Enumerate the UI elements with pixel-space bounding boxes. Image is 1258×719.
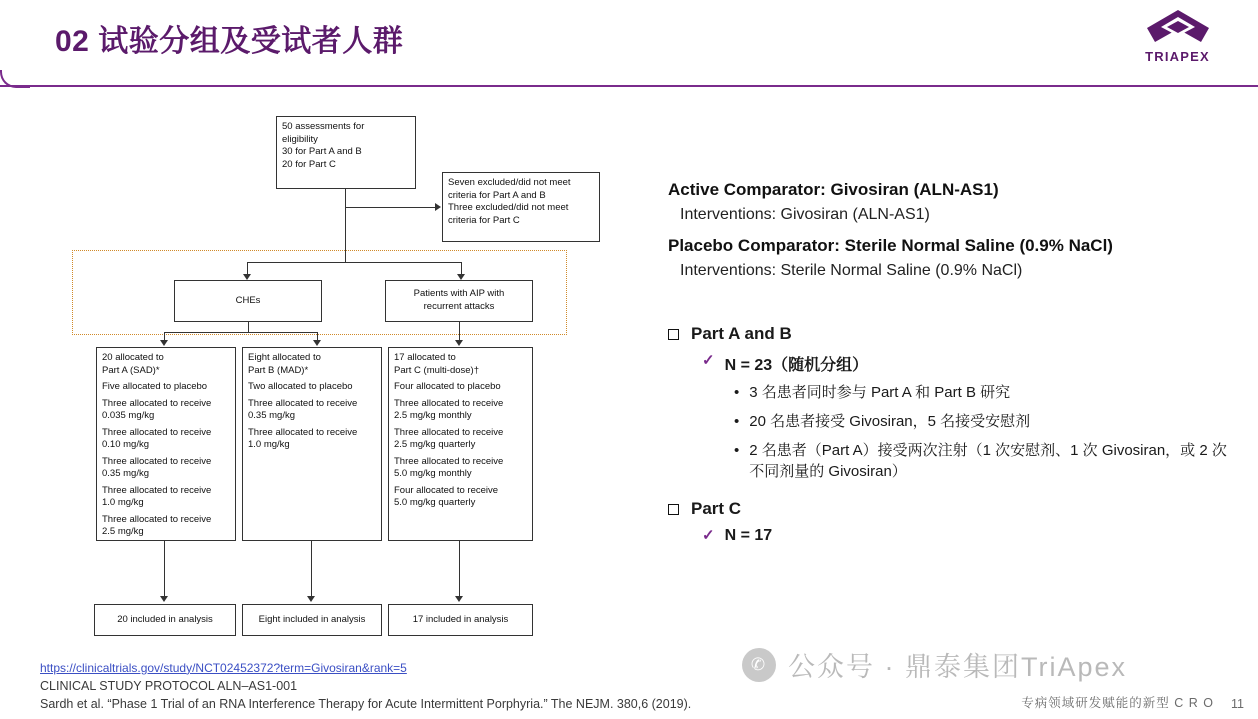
- clinicaltrials-link[interactable]: https://clinicaltrials.gov/study/NCT02452372?term=Givosiran&rank=5: [40, 660, 407, 675]
- node-line: Three allocated to receive: [394, 455, 504, 467]
- node-line: Three allocated to receive: [394, 397, 504, 409]
- node-line: 0.35 mg/kg: [248, 410, 295, 422]
- node-line: 0.035 mg/kg: [102, 410, 155, 422]
- node-line: Seven excluded/did not meet: [448, 177, 571, 188]
- node-line: Three allocated to receive: [394, 426, 504, 438]
- connector: [311, 541, 312, 598]
- study-arms-panel: [668, 180, 1238, 545]
- part-ab-n-label: N = 23（随机分组）: [724, 357, 869, 374]
- placebo-comparator-heading: Placebo Comparator: Sterile Normal Saline (0.9% NaCl): [668, 236, 1113, 255]
- node-line: 30 for Part A and B: [282, 146, 362, 158]
- node-line: Eight included in analysis: [258, 613, 366, 625]
- dot-bullet-icon: •: [734, 384, 740, 401]
- node-line: 50 assessments for: [282, 121, 365, 132]
- part-ab-bullet-text: 3 名患者同时参与 Part A 和 Part B 研究: [749, 384, 1011, 401]
- part-c-item: [668, 499, 1238, 519]
- connector: [459, 322, 460, 342]
- node-line: 0.10 mg/kg: [102, 439, 149, 451]
- node-line: 20 for Part C: [282, 158, 336, 170]
- node-line: 5.0 mg/kg quarterly: [394, 497, 476, 509]
- connector: [247, 262, 462, 263]
- node-line: Three allocated to receive: [248, 397, 358, 409]
- dot-bullet-icon: •: [734, 441, 740, 459]
- check-icon: ✓: [702, 352, 715, 369]
- node-ches: [174, 280, 322, 322]
- node-line: 5.0 mg/kg monthly: [394, 468, 472, 480]
- cro-tagline: 专病领域研发赋能的新型 C R O: [1021, 696, 1214, 710]
- watermark-text: 公众号 · 鼎泰集团TriApex: [788, 652, 1128, 682]
- node-aip: [385, 280, 533, 322]
- part-ab-item: [668, 324, 1238, 344]
- connector: [248, 322, 249, 332]
- page-number: 11: [1231, 697, 1244, 711]
- part-ab-label: Part A and B: [691, 324, 792, 343]
- part-ab-bullet: [734, 411, 1238, 433]
- citation: Sardh et al. “Phase 1 Trial of an RNA Interference Therapy for Acute Intermittent Porphyria.” The NEJM. 380,6 (2019).: [40, 696, 692, 711]
- node-part-b: [242, 347, 382, 541]
- part-ab-bullet: [734, 382, 1238, 404]
- placebo-comparator-intervention: Interventions: Sterile Normal Saline (0.9% NaCl): [680, 262, 1023, 279]
- node-line: Three allocated to receive: [102, 426, 212, 438]
- part-ab-bullet: [734, 440, 1238, 484]
- header-divider: [0, 85, 1258, 87]
- watermark: [742, 645, 1127, 684]
- node-line: Four allocated to receive: [394, 484, 499, 496]
- node-analysis-c: [388, 604, 533, 636]
- node-analysis-a: [94, 604, 236, 636]
- wechat-icon: ✆: [742, 648, 776, 682]
- part-c-n-item: [702, 527, 1238, 545]
- node-excluded: [442, 172, 600, 242]
- trial-flow-diagram: [40, 100, 640, 660]
- node-line: Two allocated to placebo: [248, 381, 353, 393]
- node-eligibility: [276, 116, 416, 189]
- node-line: Four allocated to placebo: [394, 381, 501, 393]
- node-line: eligibility: [282, 133, 318, 145]
- slide-header: [0, 0, 1258, 88]
- part-ab-n-item: [702, 352, 1238, 375]
- node-line: 20 allocated to: [102, 352, 164, 363]
- protocol-id: CLINICAL STUDY PROTOCOL ALN–AS1-001: [40, 678, 298, 693]
- node-line: 2.5 mg/kg: [102, 526, 144, 538]
- node-line: criteria for Part A and B: [448, 189, 546, 201]
- node-line: Three allocated to receive: [102, 513, 212, 525]
- node-line: Three excluded/did not meet: [448, 202, 569, 214]
- dot-bullet-icon: •: [734, 412, 740, 430]
- connector-arrow: [455, 340, 463, 346]
- connector: [164, 541, 165, 598]
- node-part-a: [96, 347, 236, 541]
- node-line: 2.5 mg/kg monthly: [394, 410, 472, 422]
- node-line: Part A (SAD)*: [102, 364, 160, 376]
- node-line: Three allocated to receive: [102, 397, 212, 409]
- node-line: Part B (MAD)*: [248, 364, 309, 376]
- node-line: Three allocated to receive: [102, 455, 212, 467]
- node-line: 1.0 mg/kg: [248, 439, 290, 451]
- active-comparator-intervention: Interventions: Givosiran (ALN‑AS1): [680, 206, 930, 223]
- connector: [345, 189, 346, 207]
- connector: [459, 541, 460, 598]
- node-line: 17 allocated to: [394, 352, 456, 363]
- part-ab-bullet-text: 20 名患者接受 Givosiran，5 名接受安慰剂: [749, 412, 1031, 430]
- footer: [40, 661, 780, 713]
- triapex-logo-icon: [1143, 8, 1213, 48]
- connector-arrow: [160, 340, 168, 346]
- square-bullet-icon: [668, 329, 679, 340]
- node-line: 0.35 mg/kg: [102, 468, 149, 480]
- connector-arrow: [455, 596, 463, 602]
- node-line: Three allocated to receive: [102, 484, 212, 496]
- connector-arrow: [435, 203, 441, 211]
- node-line: Five allocated to placebo: [102, 381, 208, 393]
- connector: [345, 207, 346, 262]
- node-part-c: [388, 347, 533, 541]
- square-bullet-icon: [668, 504, 679, 515]
- node-line: 20 included in analysis: [117, 613, 213, 625]
- node-line: Eight allocated to: [248, 352, 321, 363]
- node-line: 17 included in analysis: [412, 613, 509, 625]
- part-c-label: Part C: [691, 499, 742, 518]
- node-line: Three allocated to receive: [248, 426, 358, 438]
- check-icon: ✓: [702, 527, 715, 544]
- node-line: 2.5 mg/kg quarterly: [394, 439, 476, 451]
- node-line: Patients with AIP with: [413, 288, 505, 300]
- node-line: Part C (multi-dose)†: [394, 364, 479, 376]
- node-line: criteria for Part C: [448, 214, 520, 226]
- node-line: CHEs: [235, 294, 261, 306]
- part-c-n-label: N = 17: [724, 527, 773, 544]
- page-title: 02 试验分组及受试者人群: [55, 25, 404, 58]
- part-ab-bullet-text: 2 名患者（Part A）接受两次注射（1 次安慰剂、1 次 Givosiran，或 2 次不同剂量的 Givosiran）: [749, 441, 1227, 481]
- node-line: 1.0 mg/kg: [102, 497, 144, 509]
- node-analysis-b: [242, 604, 382, 636]
- active-comparator-heading: Active Comparator: Givosiran (ALN‑AS1): [668, 180, 999, 199]
- logo-wordmark: TRIAPEX: [1145, 49, 1210, 64]
- connector: [345, 207, 435, 208]
- connector-arrow: [313, 340, 321, 346]
- node-line: recurrent attacks: [423, 301, 495, 312]
- connector: [164, 332, 317, 333]
- connector-arrow: [307, 596, 315, 602]
- connector-arrow: [160, 596, 168, 602]
- triapex-logo: [1125, 8, 1230, 70]
